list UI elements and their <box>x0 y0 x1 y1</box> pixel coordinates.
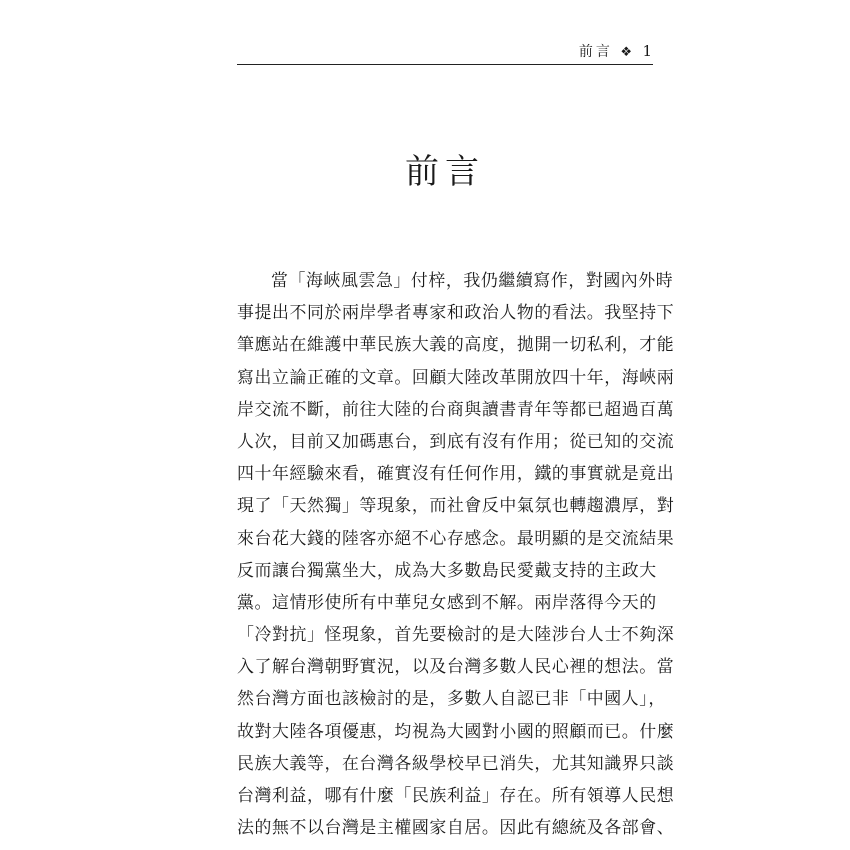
diamond-ornament-icon: ❖ <box>620 45 633 60</box>
text-line: 台灣利益，哪有什麼「民族利益」存在。所有領導人民想 <box>237 785 675 805</box>
text-line: 反而讓台獨黨坐大，成為大多數島民愛戴支持的主政大 <box>237 559 657 580</box>
text-line: 寫出立論正確的文章。回顧大陸改革開放四十年，海峽兩 <box>237 366 675 387</box>
text-line: 事提出不同於兩岸學者專家和政治人物的看法。我堅持下 <box>237 302 675 323</box>
chapter-title: 前言 <box>405 152 485 192</box>
text-line: 故對大陸各項優惠，均視為大國對小國的照顧而已。什麼 <box>237 720 675 741</box>
running-header <box>237 40 653 62</box>
running-header-title: 前言 <box>578 44 613 60</box>
text-line: 來台花大錢的陸客亦絕不心存感念。最明顯的是交流結果 <box>237 527 675 548</box>
text-line: 「冷對抗」怪現象，首先要檢討的是大陸涉台人士不夠深 <box>237 624 675 645</box>
text-line: 四十年經驗來看，確實沒有任何作用，鐵的事實就是竟出 <box>237 463 675 484</box>
page-number: 1 <box>642 42 653 60</box>
text-line: 民族大義等，在台灣各級學校早已消失，尤其知識界只談 <box>237 752 675 773</box>
text-line: 然台灣方面也該檢討的是，多數人自認已非「中國人」， <box>237 688 666 709</box>
text-line: 入了解台灣朝野實況，以及台灣多數人民心裡的想法。當 <box>237 656 675 677</box>
text-line: 現了「天然獨」等現象，而社會反中氣氛也轉趨濃厚，對 <box>237 495 675 516</box>
text-line: 當「海峽風雲急」付梓，我仍繼續寫作，對國內外時 <box>271 270 674 290</box>
text-line: 法的無不以台灣是主權國家自居。因此有總統及各部會、 <box>237 817 675 838</box>
text-line: 人次，目前又加碼惠台，到底有沒有作用；從已知的交流 <box>237 430 675 451</box>
text-line: 黨。這情形使所有中華兒女感到不解。兩岸落得今天的 <box>237 591 657 612</box>
body-text <box>237 264 675 843</box>
text-line: 岸交流不斷，前往大陸的台商與讀書青年等都已超過百萬 <box>237 398 675 419</box>
text-line: 筆應站在維護中華民族大義的高度，拋開一切私利，才能 <box>237 334 675 355</box>
header-rule <box>237 64 653 65</box>
